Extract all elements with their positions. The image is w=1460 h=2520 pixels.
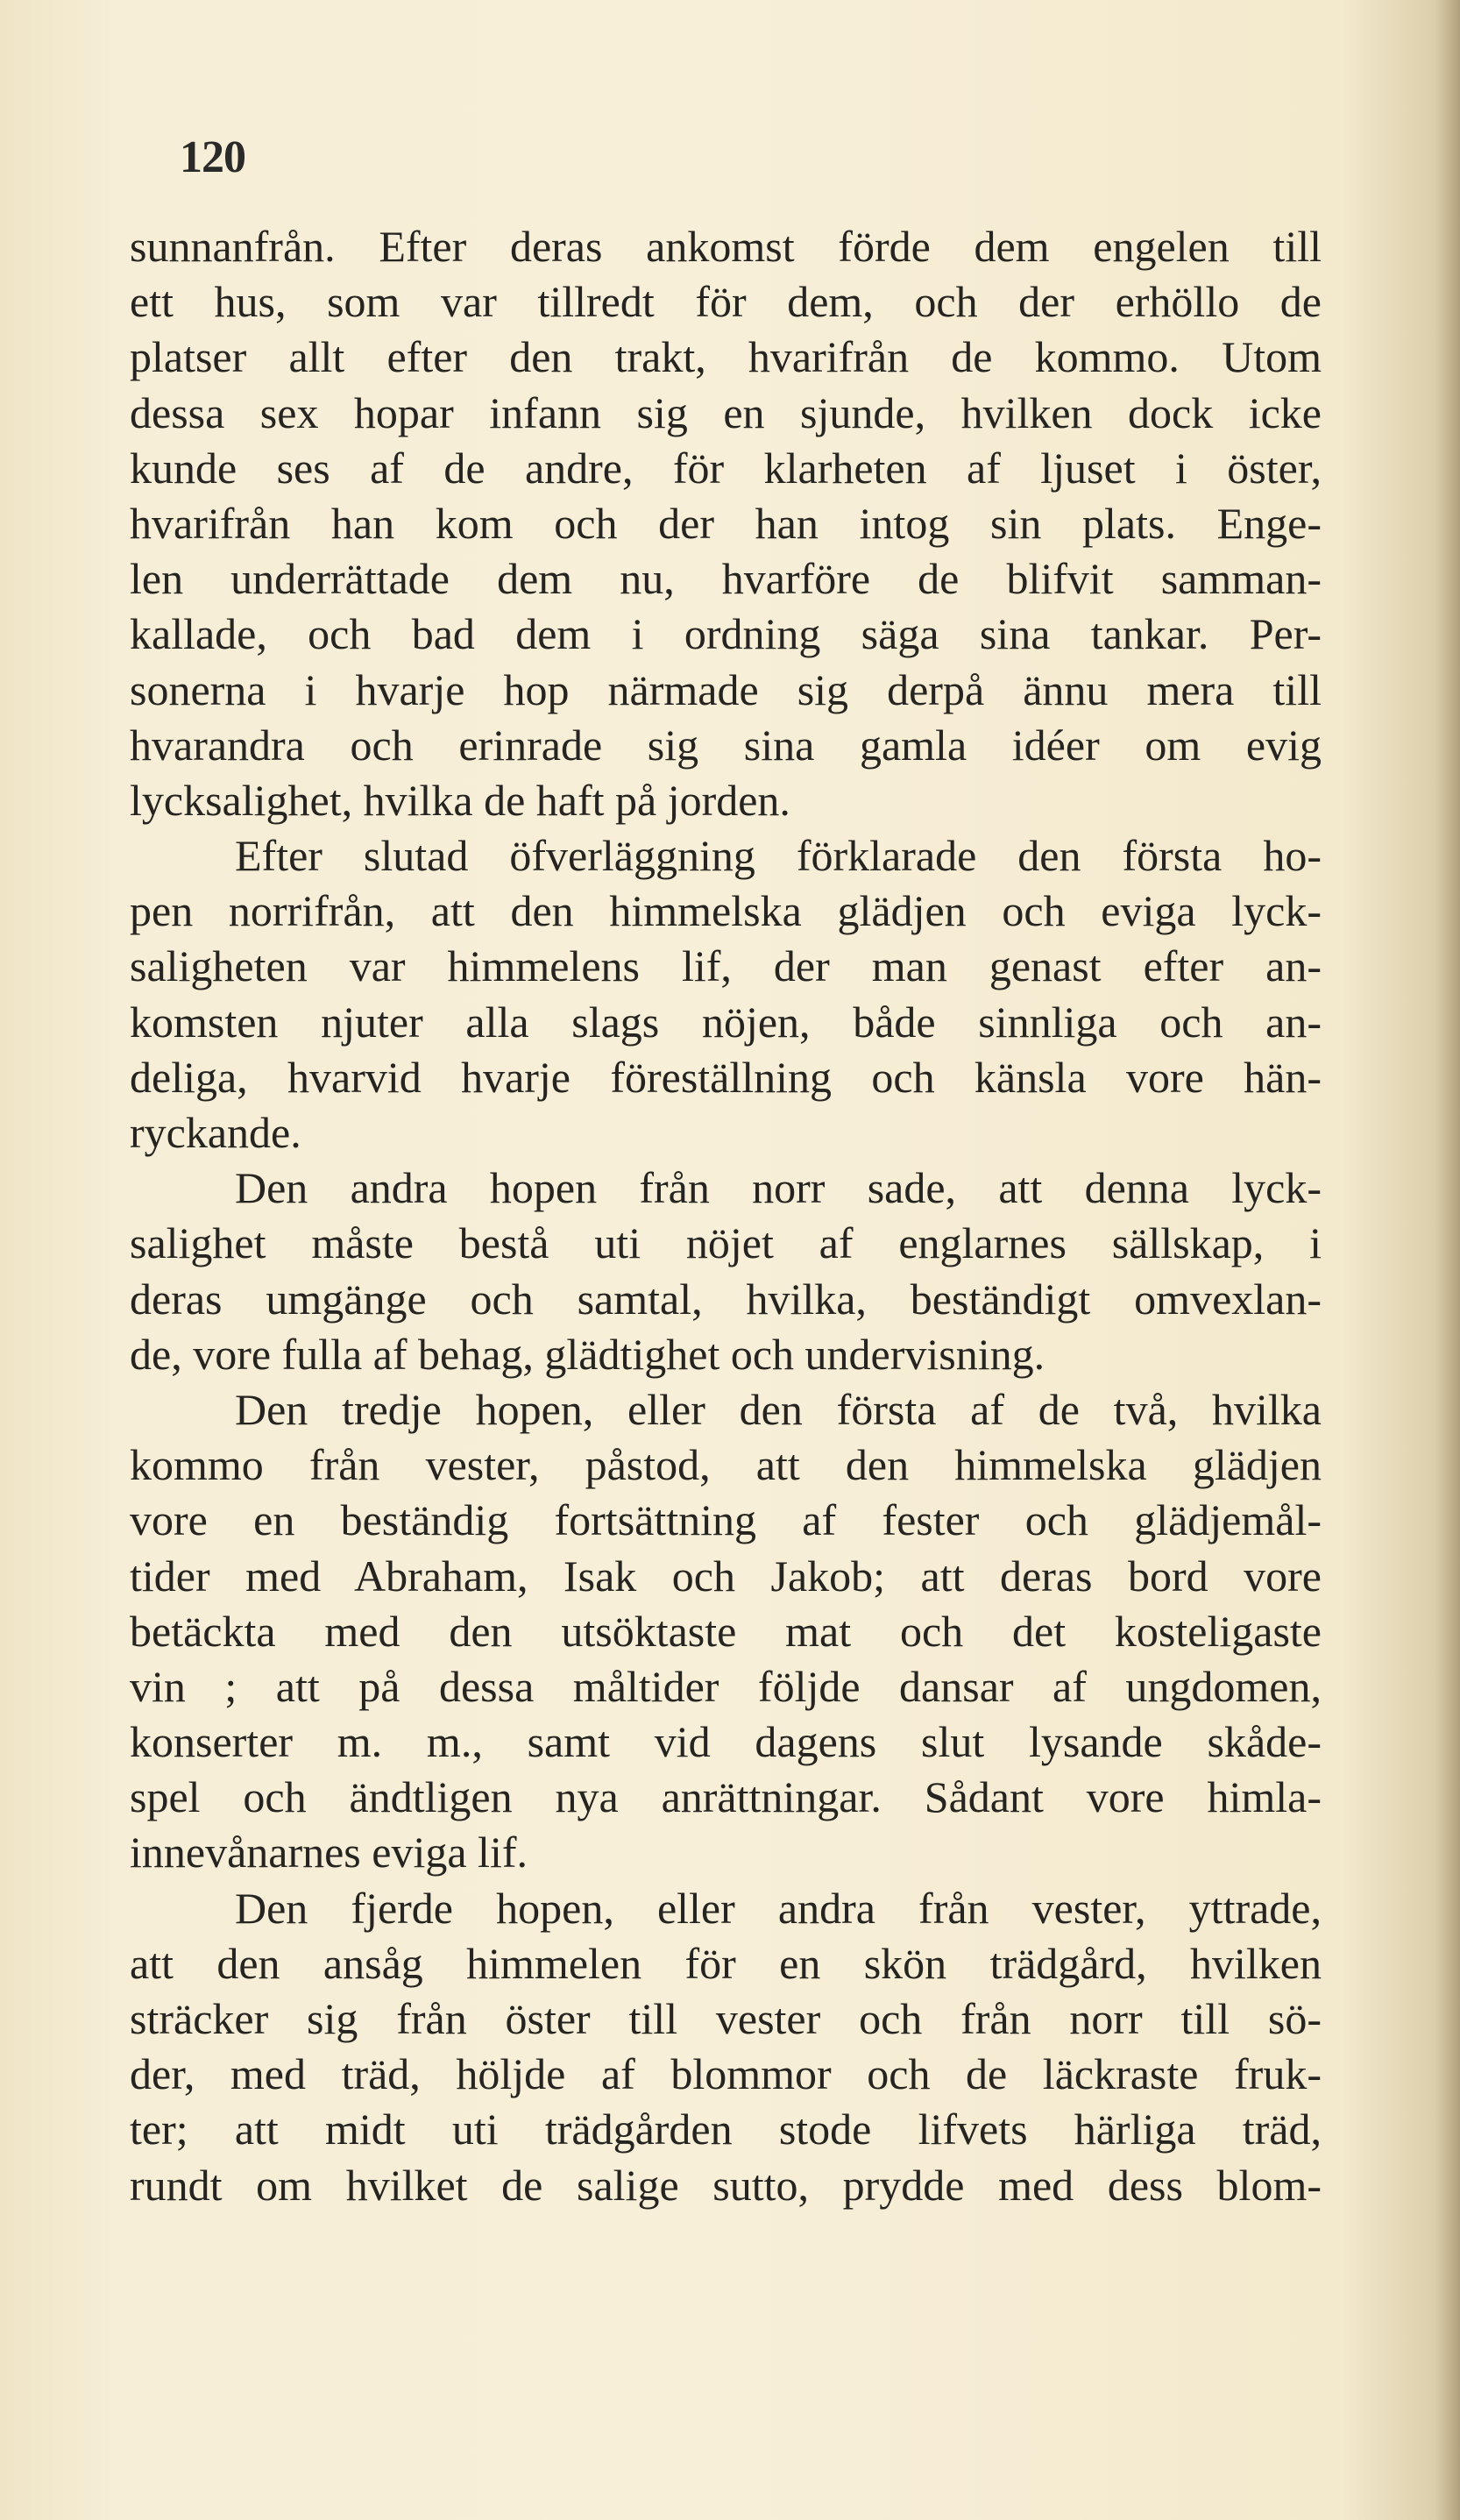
text-line: hvarandra och erinrade sig sina gamla idéer om evig bbox=[130, 720, 1322, 770]
page-edge-shadow bbox=[1435, 0, 1460, 2520]
text-line: dessa sex hopar infann sig en sjunde, hvilken dock icke bbox=[130, 387, 1322, 437]
text-line: kunde ses af de andre, för klarheten af ljuset i öster, bbox=[130, 443, 1322, 493]
text-line: spel och ändtligen nya anrättningar. Sådant vore himla- bbox=[130, 1772, 1322, 1822]
body-text bbox=[130, 219, 1322, 2213]
text-line: Den andra hopen från norr sade, att denna lyck- bbox=[235, 1163, 1322, 1213]
text-line: saligheten var himmelens lif, der man genast efter an- bbox=[130, 941, 1322, 991]
text-line: ter; att midt uti trädgården stode lifvets härliga träd, bbox=[130, 2105, 1322, 2154]
text-line: de, vore fulla af behag, glädtighet och undervisning. bbox=[130, 1329, 1045, 1379]
text-line: sunnanfrån. Efter deras ankomst förde dem engelen till bbox=[130, 222, 1322, 271]
text-line: vin ; att på dessa måltider följde dansar af ungdomen, bbox=[130, 1661, 1322, 1711]
text-line: konserter m. m., samt vid dagens slut lysande skåde- bbox=[130, 1717, 1322, 1767]
text-line: Den tredje hopen, eller den första af de två, hvilka bbox=[235, 1384, 1322, 1434]
text-line: att den ansåg himmelen för en skön trädgård, hvilken bbox=[130, 1938, 1322, 1988]
text-line: Den fjerde hopen, eller andra från vester, yttrade, bbox=[235, 1883, 1322, 1933]
text-line: sträcker sig från öster till vester och från norr till sö- bbox=[130, 1994, 1322, 2043]
text-line: rundt om hvilket de salige sutto, prydde med dess blom- bbox=[130, 2160, 1322, 2210]
text-line: ett hus, som var tillredt för dem, och der erhöllo de bbox=[130, 277, 1322, 327]
page-number: 120 bbox=[180, 132, 245, 182]
text-line: deliga, hvarvid hvarje föreställning och känsla vore hän- bbox=[130, 1052, 1322, 1102]
text-line: der, med träd, höljde af blommor och de läckraste fruk- bbox=[130, 2049, 1322, 2099]
text-line: len underrättade dem nu, hvarföre de blifvit samman- bbox=[130, 554, 1322, 604]
text-line: vore en beständig fortsättning af fester och glädjemål- bbox=[130, 1495, 1322, 1545]
text-line: deras umgänge och samtal, hvilka, beständigt omvexlan- bbox=[130, 1274, 1322, 1324]
text-line: tider med Abraham, Isak och Jakob; att deras bord vore bbox=[130, 1551, 1322, 1601]
text-line: ryckande. bbox=[130, 1108, 301, 1157]
text-line: komsten njuter alla slags nöjen, både sinnliga och an- bbox=[130, 997, 1322, 1047]
text-line: platser allt efter den trakt, hvarifrån de kommo. Utom bbox=[130, 332, 1322, 382]
text-line: Efter slutad öfverläggning förklarade den första ho- bbox=[235, 831, 1322, 881]
text-line: hvarifrån han kom och der han intog sin plats. Enge- bbox=[130, 498, 1322, 548]
text-line: kallade, och bad dem i ordning säga sina tankar. Per- bbox=[130, 609, 1322, 659]
text-line: sonerna i hvarje hop närmade sig derpå ännu mera till bbox=[130, 664, 1322, 714]
text-line: lycksalighet, hvilka de haft på jorden. bbox=[130, 775, 790, 825]
text-line: kommo från vester, påstod, att den himmelska glädjen bbox=[130, 1440, 1322, 1490]
text-line: innevånarnes eviga lif. bbox=[130, 1828, 528, 1878]
text-line: salighet måste bestå uti nöjet af englarnes sällskap, i bbox=[130, 1218, 1322, 1268]
text-line: pen norrifrån, att den himmelska glädjen och eviga lyck- bbox=[130, 886, 1322, 936]
text-line: betäckta med den utsöktaste mat och det kosteligaste bbox=[130, 1606, 1322, 1656]
